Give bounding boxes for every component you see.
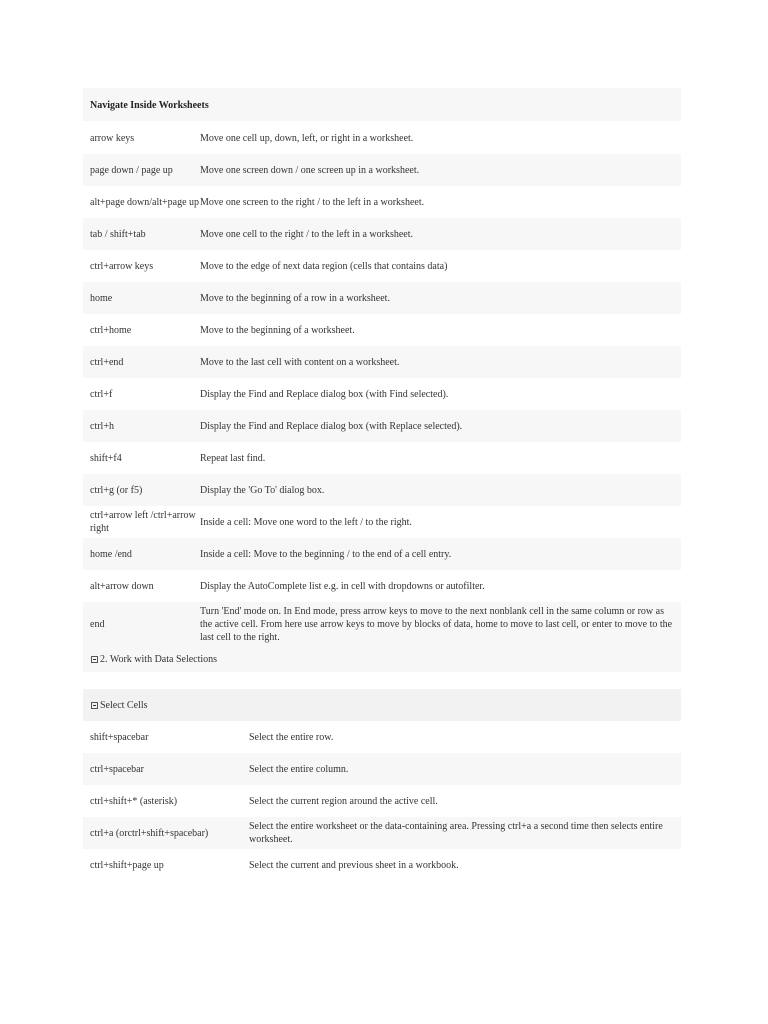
- table-row: [83, 721, 681, 753]
- shortcut-description: Select the current and previous sheet in a workbook.: [249, 859, 459, 871]
- shortcut-key: ctrl+g (or f5): [90, 484, 143, 496]
- shortcut-description: Select the entire row.: [249, 731, 334, 743]
- shortcut-description: Move one cell to the right / to the left in a worksheet.: [200, 228, 413, 240]
- collapse-icon[interactable]: [91, 702, 98, 709]
- shortcut-key: ctrl+spacebar: [90, 763, 144, 775]
- shortcut-description: Move one cell up, down, left, or right in a worksheet.: [200, 132, 414, 144]
- shortcut-description: Inside a cell: Move one word to the left / to the right.: [200, 516, 412, 528]
- table-row: [83, 538, 681, 570]
- table-row: [83, 570, 681, 602]
- table-row: [83, 602, 681, 646]
- navigate-shortcuts-table: [83, 122, 681, 672]
- shortcut-key: ctrl+a (orctrl+shift+spacebar): [90, 827, 209, 839]
- shortcut-description: Repeat last find.: [200, 452, 266, 464]
- shortcut-description: Display the Find and Replace dialog box (with Replace selected).: [200, 420, 463, 432]
- shortcut-key: alt+arrow down: [90, 580, 154, 592]
- section-title-select-cells: Select Cells: [100, 699, 148, 711]
- shortcut-key: tab / shift+tab: [90, 228, 146, 240]
- section-title-navigate: Navigate Inside Worksheets: [90, 100, 209, 111]
- shortcut-key: arrow keys: [90, 132, 135, 144]
- shortcut-key: ctrl+arrow left /ctrl+arrow right: [90, 510, 196, 534]
- shortcut-key: ctrl+shift+page up: [90, 859, 164, 871]
- shortcut-key: page down / page up: [90, 164, 173, 176]
- select-cells-table: [83, 721, 681, 881]
- table-row: [83, 346, 681, 378]
- collapse-icon[interactable]: [91, 656, 98, 663]
- shortcut-description: Select the current region around the active cell.: [249, 795, 438, 807]
- shortcut-key: ctrl+shift+* (asterisk): [90, 795, 178, 807]
- table-row: [83, 785, 681, 817]
- table-row: [83, 154, 681, 186]
- shortcut-key: ctrl+h: [90, 420, 114, 432]
- table-row: [83, 314, 681, 346]
- shortcut-description: Select the entire worksheet or the data-containing area. Pressing ctrl+a a second time then selects entire worksheet.: [249, 821, 663, 845]
- table-row: [83, 753, 681, 785]
- section-title-data-selections: 2. Work with Data Selections: [100, 653, 218, 665]
- table-row: [83, 282, 681, 314]
- table-row: [83, 817, 681, 849]
- shortcut-description: Select the entire column.: [249, 763, 349, 775]
- shortcut-description: Turn 'End' mode on. In End mode, press arrow keys to move to the next nonblank cell in the same column or row as the active cell. From here use arrow keys to move by blocks of data, home to move to last cell, or enter to move to the last cell to the right.: [200, 605, 673, 643]
- select-cells-header[interactable]: [83, 689, 681, 721]
- shortcut-key: shift+spacebar: [90, 731, 149, 743]
- shortcut-key: ctrl+arrow keys: [90, 260, 154, 272]
- shortcut-description: Move to the last cell with content on a worksheet.: [200, 356, 400, 368]
- shortcut-key: alt+page down/alt+page up: [90, 196, 200, 208]
- shortcut-description: Move to the edge of next data region (cells that contains data): [200, 260, 448, 272]
- table-row: [83, 218, 681, 250]
- shortcut-key: home /end: [90, 548, 132, 560]
- table-row: [83, 849, 681, 881]
- shortcut-description: Display the AutoComplete list e.g. in cell with dropdowns or autofilter.: [200, 580, 485, 592]
- shortcut-key: ctrl+end: [90, 356, 124, 368]
- shortcut-key: ctrl+f: [90, 388, 113, 400]
- shortcut-key: ctrl+home: [90, 324, 132, 336]
- shortcut-key: shift+f4: [90, 452, 122, 464]
- table-row: [83, 442, 681, 474]
- expandable-section-work-with-data-selections[interactable]: [83, 646, 681, 672]
- table-row: [83, 122, 681, 154]
- table-row: [83, 186, 681, 218]
- shortcut-description: Inside a cell: Move to the beginning / to the end of a cell entry.: [200, 548, 452, 560]
- table-row: [83, 250, 681, 282]
- table-row: [83, 506, 681, 538]
- table-row: [83, 378, 681, 410]
- shortcut-description: Move one screen to the right / to the left in a worksheet.: [200, 196, 425, 208]
- shortcut-description: Display the 'Go To' dialog box.: [200, 484, 325, 496]
- table-row: [83, 410, 681, 442]
- shortcut-description: Move one screen down / one screen up in a worksheet.: [200, 164, 420, 176]
- shortcut-key: end: [90, 618, 105, 630]
- table-row: [83, 474, 681, 506]
- shortcut-key: home: [90, 292, 113, 304]
- shortcut-description: Move to the beginning of a worksheet.: [200, 324, 355, 336]
- shortcut-description: Display the Find and Replace dialog box (with Find selected).: [200, 388, 449, 400]
- shortcut-description: Move to the beginning of a row in a worksheet.: [200, 292, 390, 304]
